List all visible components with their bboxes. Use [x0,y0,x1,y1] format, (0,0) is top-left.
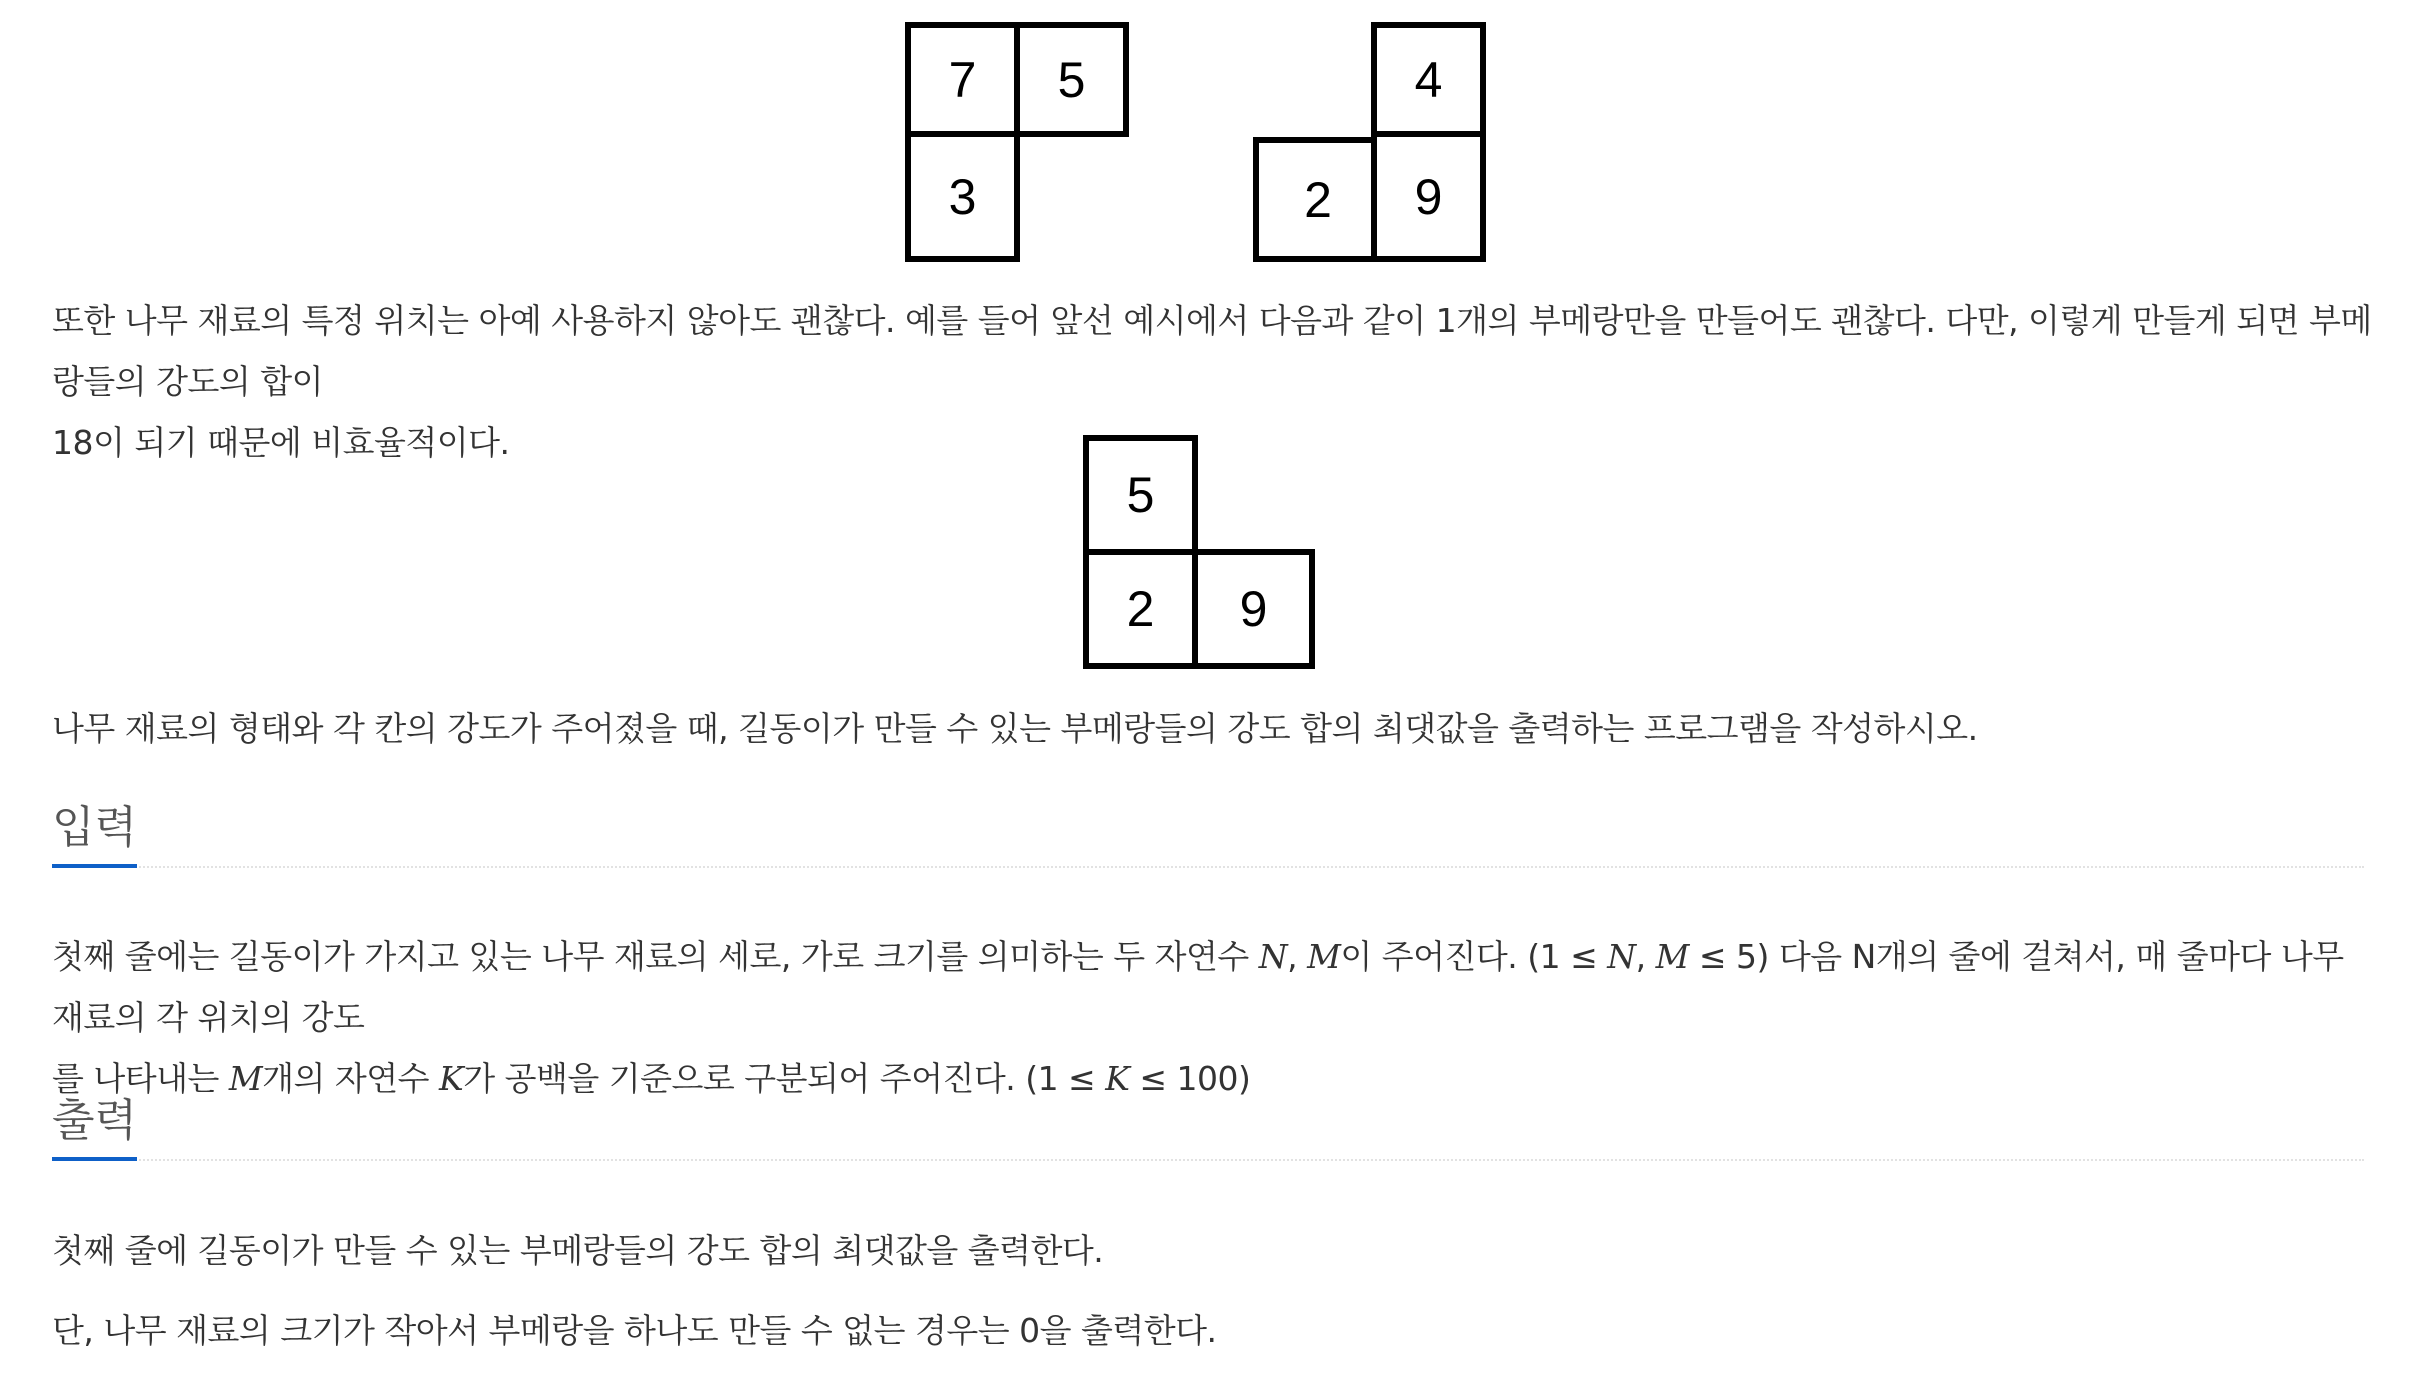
input-description [52,926,2382,1109]
output-description-line1: 첫째 줄에 길동이가 만들 수 있는 부메랑들의 강도 합의 최댓값을 출력한다. [52,1231,1104,1270]
grid-cell: 4 [1371,22,1486,137]
text-run: , [1635,937,1656,976]
grid-cell: 2 [1083,549,1198,669]
paragraph-line: 18이 되기 때문에 비효율적이다. [52,423,510,462]
grid-cell: 9 [1371,137,1486,262]
section-heading-output [52,1093,2364,1161]
section-heading-input [52,800,2364,868]
paragraph-optional-use [52,290,2382,473]
math-variable-n: N [1258,937,1288,976]
text-run: 를 나타내는 [52,1059,229,1098]
grid-cell: 2 [1253,137,1377,262]
grid-cell: 5 [1020,22,1129,137]
paragraph-task: 나무 재료의 형태와 각 칸의 강도가 주어졌을 때, 길동이가 만들 수 있는 부메랑들의 강도 합의 최댓값을 출력하는 프로그램을 작성하시오. [52,709,1978,748]
section-title: 입력 [52,800,137,868]
grid-cell: 5 [1083,435,1198,555]
text-run: 첫째 줄에는 길동이가 가지고 있는 나무 재료의 세로, 가로 크기를 의미하는 두 자연수 [52,937,1259,976]
math-variable-n: N [1607,937,1636,976]
text-run: , [1287,937,1308,976]
text-run: ≤ 5) 다음 N개의 줄에 걸쳐서, 매 줄마다 나무 재료의 각 위치의 강도 [52,937,2344,1037]
text-run: ≤ 100) [1129,1059,1251,1098]
math-variable-m: M [228,1059,263,1098]
text-run: 개의 자연수 [262,1059,440,1098]
math-variable-m: M [1655,937,1689,976]
grid-cell: 7 [905,22,1020,137]
output-description-line2: 단, 나무 재료의 크기가 작아서 부메랑을 하나도 만들 수 없는 경우는 0을 출력한다. [52,1311,1217,1350]
paragraph-line: 또한 나무 재료의 특정 위치는 아예 사용하지 않아도 괜찮다. 예를 들어 앞선 예시에서 다음과 같이 1개의 부메랑만을 만들어도 괜찮다. 다만, 이렇게 만들게 되면 부메랑들의 강도의 합이 [52,301,2372,401]
math-variable-k: K [1105,1059,1130,1098]
math-variable-k: K [439,1059,464,1098]
grid-cell: 9 [1192,549,1315,669]
text-run: 이 주어진다. (1 ≤ [1340,937,1608,976]
text-run: 가 공백을 기준으로 구분되어 주어진다. (1 ≤ [463,1059,1106,1098]
math-variable-m: M [1307,937,1341,976]
grid-cell: 3 [905,137,1020,262]
section-title: 출력 [52,1093,137,1161]
